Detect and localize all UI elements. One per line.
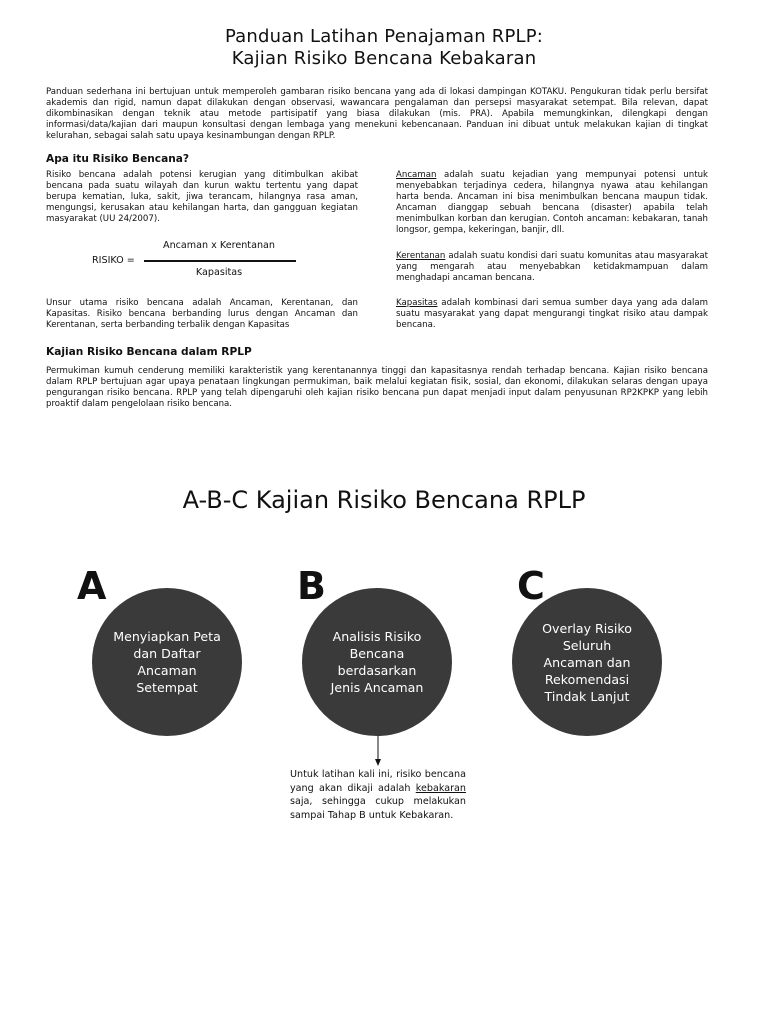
- unsur-paragraph: Unsur utama risiko bencana adalah Ancaman, Kerentanan, dan Kapasitas. Risiko bencana berbanding lurus dengan Ancaman dan Kerentanan, serta berbanding terbalik dengan Kapasitas: [46, 298, 358, 330]
- formula-fraction-line: [144, 260, 296, 262]
- note-text-after: saja, sehingga cukup melakukan sampai Tahap B untuk Kebakaran.: [290, 796, 466, 821]
- term-kerentanan: [396, 251, 708, 284]
- note-text-underlined: kebakaran: [415, 782, 466, 794]
- kajian-paragraph: Permukiman kumuh cenderung memiliki karakteristik yang kerentanannya tinggi dan kapasitasnya rendah terhadap bencana. Kajian risiko bencana dalam RPLP bertujuan agar upaya penataan lingkungan permukiman, baik melalui kegiatan fisik, sosial, dan ekonomi, dilakukan selaras dengan upaya pengurangan risiko bencana. RPLP yang telah dipengaruhi oleh kajian risiko bencana pun dapat menjadi input dalam penyusunan RP2KPKP yang lebih proaktif dalam pengelolaan risiko bencana.: [46, 366, 708, 409]
- section-heading-kajian: Kajian Risiko Bencana dalam RPLP: [46, 346, 252, 358]
- step-circle-b: [302, 588, 452, 736]
- step-circle-c: [512, 588, 662, 736]
- term-ancaman: [396, 170, 708, 236]
- term-kerentanan-label: Kerentanan: [396, 251, 446, 261]
- term-kapasitas: [396, 298, 708, 331]
- step-text-b: Analisis Risiko Bencana berdasarkan Jenis Ancaman: [330, 629, 424, 695]
- term-kapasitas-text: adalah kombinasi dari semua sumber daya yang ada dalam suatu masyarakat yang dapat mengurangi tingkat risiko atau dampak bencana.: [396, 298, 708, 330]
- term-kerentanan-text: adalah suatu kondisi dari suatu komunitas atau masyarakat yang mengarah atau menyebabkan ketidakmampuan dalam menghadapi ancaman bencana.: [396, 251, 708, 283]
- intro-paragraph: Panduan sederhana ini bertujuan untuk memperoleh gambaran risiko bencana yang ada di lokasi dampingan KOTAKU. Pengukuran tidak perlu bersifat akademis dan rigid, namun dapat dilakukan dengan observasi, wawancara pengalaman dan persepsi masyarakat setempat. Bila relevan, dapat dikombinasikan dengan teknik atau metode partisipatif yang biasa dilakukan (mis. PRA). Apabila memungkinkan, dilengkapi dengan informasi/data/kajian dari maupun konsultasi dengan lembaga yang menekuni kebencanaan. Panduan ini dibuat untuk melakukan kajian di tingkat kelurahan, sebagai salah satu upaya kesinambungan dengan RPLP.: [46, 87, 708, 141]
- section-heading-what: Apa itu Risiko Bencana?: [46, 153, 190, 165]
- step-letter-a: A: [77, 564, 107, 608]
- risk-definition: Risiko bencana adalah potensi kerugian yang ditimbulkan akibat bencana pada suatu wilayah dan kurun waktu tertentu yang dapat berupa kematian, luka, sakit, jiwa terancam, hilangnya rasa aman, mengungsi, kerusakan atau kehilangan harta, dan gangguan kegiatan masyarakat (UU 24/2007).: [46, 170, 358, 224]
- arrow-down-icon: [374, 736, 382, 766]
- step-letter-c: C: [517, 564, 545, 608]
- formula-label: RISIKO =: [92, 255, 135, 266]
- abc-title: A-B-C Kajian Risiko Bencana RPLP: [182, 486, 586, 514]
- step-text-c: Overlay Risiko Seluruh Ancaman dan Rekomendasi Tindak Lanjut: [542, 620, 632, 704]
- step-letter-b: B: [297, 564, 326, 608]
- formula-numerator: Ancaman x Kerentanan: [163, 240, 275, 251]
- title-line-1: Panduan Latihan Penajaman RPLP:: [224, 26, 544, 47]
- term-kapasitas-label: Kapasitas: [396, 298, 438, 308]
- step-text-a: Menyiapkan Peta dan Daftar Ancaman Setempat: [113, 629, 221, 695]
- step-circle-a: [92, 588, 242, 736]
- note-text-before: Untuk latihan kali ini, risiko bencana yang akan dikaji adalah: [290, 769, 466, 794]
- exercise-note: [290, 768, 466, 822]
- page-title: [0, 26, 768, 70]
- risk-formula: [92, 240, 302, 280]
- term-ancaman-label: Ancaman: [396, 170, 437, 180]
- title-line-2: Kajian Risiko Bencana Kebakaran: [231, 48, 537, 69]
- term-ancaman-text: adalah suatu kejadian yang mempunyai potensi untuk menyebabkan terjadinya cedera, hilangnya nyawa atau kehilangan harta benda. Ancaman ini bisa menimbulkan bencana maupun tidak. Ancaman dianggap sebuah bencana (disaster) apabila telah menimbulkan korban dan kerugian. Contoh ancaman: kebakaran, tanah longsor, gempa, kekeringan, banjir, dll.: [396, 170, 708, 235]
- formula-denominator: Kapasitas: [195, 267, 243, 278]
